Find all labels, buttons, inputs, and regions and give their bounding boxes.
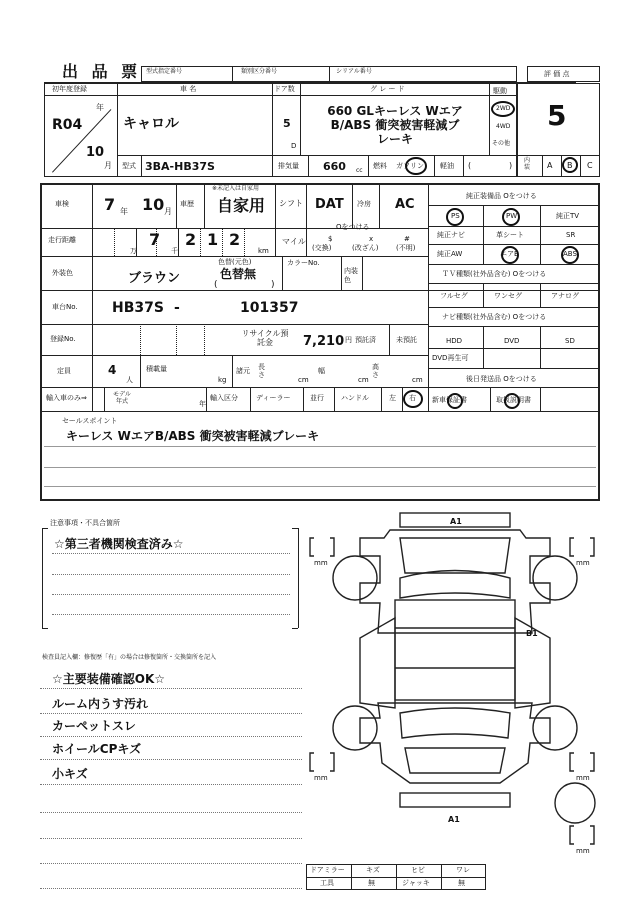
- shift-label: シフト: [279, 199, 303, 208]
- body-front-shape: [360, 530, 550, 633]
- drive-2wd-circle: [491, 101, 515, 117]
- color-paren-close: ): [271, 280, 275, 290]
- navi-dvd[interactable]: DVD: [504, 337, 520, 345]
- fuel-gasoline-circle: [405, 157, 427, 175]
- interior-grade-a: A: [547, 161, 553, 170]
- inspection-month-unit: 月: [164, 207, 172, 216]
- fuel-light-oil[interactable]: 軽油: [440, 162, 454, 170]
- drive-label: 駆動: [493, 87, 507, 95]
- recycle-not-deposited[interactable]: 未預託: [396, 336, 417, 344]
- length-label: 長さ: [258, 363, 265, 379]
- capacity-value: 4: [108, 363, 117, 377]
- load-unit: kg: [218, 376, 227, 384]
- ac-label: 冷房: [357, 200, 371, 208]
- tv-analog[interactable]: アナログ: [551, 292, 579, 300]
- tv-oneseg[interactable]: ワンセグ: [494, 292, 522, 300]
- year-unit: 年: [96, 103, 104, 112]
- interior-grade-c: C: [587, 161, 593, 170]
- equip-pw[interactable]: PW: [506, 212, 518, 220]
- doors-label: ドア数: [274, 85, 295, 93]
- fuel-paren-open: (: [468, 161, 472, 170]
- displacement-value: 660: [323, 160, 346, 173]
- inspection-label: 車検: [55, 200, 69, 208]
- car-name-label: 車 名: [180, 85, 197, 93]
- windshield-shape: [400, 571, 510, 599]
- inspection-year-unit: 年: [120, 207, 128, 216]
- equip-leather[interactable]: 革シート: [496, 231, 524, 239]
- dims-label: 諸元: [236, 367, 250, 375]
- mileage-unit-km: km: [258, 247, 269, 255]
- later-warranty-circle: [447, 393, 463, 409]
- model-value: 3BA-HB37S: [145, 160, 215, 173]
- mileage-digit-6: 2: [229, 230, 241, 249]
- front-left-tire: [333, 556, 377, 600]
- history-value: 自家用: [217, 196, 266, 215]
- tv-title: ＴＶ種類(社外品含む) Oをつける: [442, 270, 547, 278]
- model-year-label: モデル年式: [113, 391, 131, 405]
- first-registration-label: 初年度登録: [52, 85, 87, 93]
- capacity-label: 定員: [57, 367, 71, 375]
- model-label: 型式: [122, 162, 136, 170]
- meter-altered-mark: x: [369, 235, 374, 243]
- handle-right-circle: [403, 390, 423, 408]
- later-title: 後日発送品 Oをつける: [466, 375, 537, 383]
- handle-left[interactable]: 左: [389, 394, 396, 402]
- trunk-shape: [405, 748, 505, 773]
- mile-option[interactable]: マイル: [282, 237, 306, 246]
- chassis-number: 101357: [240, 300, 299, 316]
- import-parallel[interactable]: 並行: [310, 394, 324, 402]
- history-note: ※未記入は自家用: [212, 185, 260, 192]
- shift-value: DAT: [315, 197, 344, 212]
- recycle-value: 7,210: [303, 334, 345, 349]
- mileage-label: 走行距離: [48, 236, 76, 244]
- equip-airbag-circle: [501, 246, 519, 264]
- doors-value: 5: [283, 117, 291, 130]
- history-label: 車歴: [180, 200, 194, 208]
- width-label: 幅: [318, 367, 325, 375]
- later-manual-circle: [504, 393, 520, 409]
- footer-break: ワレ: [456, 866, 470, 874]
- footer-door-mirror: ドアミラー: [310, 866, 345, 874]
- hood-shape: [400, 538, 510, 573]
- form-title: 出 品 票: [62, 62, 142, 81]
- equip-ps[interactable]: PS: [451, 212, 460, 220]
- footer-scratch: キズ: [366, 866, 380, 874]
- caution-text: ☆第三者機関検査済み☆: [54, 537, 184, 551]
- meter-exchanged-mark: $: [328, 235, 333, 243]
- drive-other[interactable]: その他: [492, 140, 511, 147]
- evaluation-score: 5: [547, 99, 567, 132]
- equip-airbag[interactable]: エアB: [500, 250, 519, 258]
- mark-rear-bumper: A1: [448, 815, 460, 824]
- mileage-unit-man: 万: [130, 247, 137, 255]
- mark-right-side: B1: [526, 629, 538, 638]
- chassis-prefix: HB37S: [112, 300, 164, 316]
- footer-jack-value: 無: [458, 879, 465, 887]
- later-manual[interactable]: 取扱説明書: [496, 396, 531, 404]
- handle-label: ハンドル: [341, 394, 369, 402]
- roof-shape: [395, 600, 515, 700]
- grade-value: 660 GLキーレス Wエア B/ABS 衝突被害軽減ブ レーキ: [327, 104, 463, 146]
- interior-color-label: 内装色: [344, 267, 358, 284]
- serial-number-box: シリアル番号: [329, 66, 517, 82]
- tread-unit-rr: mm: [576, 774, 590, 782]
- meter-unknown-mark: #: [404, 235, 410, 243]
- meter-exchanged[interactable]: (交換): [312, 244, 332, 252]
- navi-sd[interactable]: SD: [565, 337, 575, 345]
- roof-lines: [395, 628, 515, 668]
- interior-grade-b-circle: [562, 157, 578, 173]
- spare-tire: [555, 783, 595, 823]
- category-number-box: 類別区分番号: [232, 66, 330, 82]
- note-line-5: 小キズ: [52, 767, 88, 781]
- import-dealer[interactable]: ディーラー: [256, 394, 291, 402]
- exterior-color-label: 外装色: [52, 269, 73, 277]
- footer-tools-value: 無: [368, 879, 375, 887]
- import-category-label: 輸入区分: [210, 394, 238, 402]
- fuel-gasoline[interactable]: ガソリン: [396, 162, 424, 170]
- color-change-label: 色替(元色): [218, 258, 252, 266]
- width-unit: cm: [358, 376, 369, 384]
- tread-bracket-rl: [310, 753, 334, 771]
- inspection-month: 10: [142, 195, 165, 214]
- navi-hdd[interactable]: HDD: [446, 337, 463, 345]
- model-year-unit: 年: [199, 400, 206, 408]
- equip-navi[interactable]: 純正ナビ: [437, 231, 465, 239]
- caution-label: 注意事項・不具合箇所: [50, 519, 120, 527]
- month-value: 10: [86, 145, 105, 160]
- sales-point-label: セールスポイント: [62, 417, 118, 425]
- note-line-3: カーペットスレ: [52, 719, 136, 733]
- rear-window-shape: [400, 708, 510, 738]
- tread-unit-spare: mm: [576, 847, 590, 855]
- equip-tv[interactable]: 純正TV: [556, 212, 580, 220]
- load-label: 積載量: [146, 365, 167, 373]
- chassis-label: 車台No.: [52, 303, 78, 311]
- year-value: R04: [52, 117, 83, 133]
- meter-unknown[interactable]: (不明): [396, 244, 416, 252]
- meter-altered[interactable]: (改ざん): [352, 244, 379, 252]
- tread-bracket-spare: [570, 826, 594, 844]
- import-label: 輸入車のみ⇒: [46, 394, 87, 402]
- later-warranty[interactable]: 新車保証書: [432, 396, 467, 404]
- footer-jack: ジャッキ: [402, 879, 430, 887]
- equip-pw-circle: [502, 208, 520, 226]
- body-rear-shape: [360, 703, 550, 783]
- navi-title: ナビ種類(社外品含む) Oをつける: [442, 313, 547, 321]
- genuine-title: 純正装備品 Oをつける: [466, 192, 537, 200]
- mileage-unit-sen: 千: [171, 247, 178, 255]
- car-name-value: キャロル: [123, 116, 179, 132]
- inspection-year: 7: [104, 195, 116, 214]
- recycle-label: リサイクル預託金: [241, 329, 289, 347]
- sales-point-text: キーレス WエアB/ABS 衝突被害軽減ブレーキ: [66, 429, 320, 443]
- length-unit: cm: [298, 376, 309, 384]
- rear-bumper-shape: [400, 793, 510, 807]
- note-line-4: ホイールCPキズ: [52, 742, 142, 756]
- mark-front-bumper: A1: [450, 517, 462, 526]
- ac-value: AC: [395, 197, 415, 212]
- drive-4wd[interactable]: 4WD: [496, 123, 511, 130]
- tread-unit-fl: mm: [314, 559, 328, 567]
- handle-right[interactable]: 右: [409, 394, 416, 402]
- type-designation-box: 型式指定番号: [141, 66, 233, 82]
- front-right-tire: [533, 556, 577, 600]
- note-line-1: ☆主要装備確認OK☆: [52, 672, 166, 686]
- dvd-playback[interactable]: DVD再生可: [432, 354, 469, 362]
- tread-bracket-fr: [570, 538, 594, 556]
- drive-2wd[interactable]: 2WD: [496, 105, 511, 112]
- equip-aw[interactable]: 純正AW: [437, 250, 463, 258]
- fuel-label: 燃料: [373, 162, 387, 170]
- equip-sr[interactable]: SR: [566, 231, 576, 239]
- tread-bracket-fl: [310, 538, 334, 556]
- exterior-color-value: ブラウン: [128, 271, 181, 286]
- attach-note: Oをつける: [336, 223, 370, 231]
- recycle-deposited[interactable]: 預託済: [355, 336, 376, 344]
- equip-ps-circle: [446, 208, 464, 226]
- tread-bracket-rr: [570, 753, 594, 771]
- tv-fullseg[interactable]: フルセグ: [440, 292, 468, 300]
- fuel-paren-close: ): [509, 161, 513, 170]
- equip-abs-circle: [561, 246, 579, 264]
- mileage-digit-3: 7: [149, 230, 161, 249]
- note-line-2: ルーム内うす汚れ: [52, 697, 149, 711]
- footer-tools: 工具: [320, 879, 334, 887]
- footer-crack: ヒビ: [411, 866, 425, 874]
- displacement-unit: cc: [356, 167, 363, 174]
- inspector-label: 検査員記入欄：修復歴「有」の場合は修復箇所・交換箇所を記入: [42, 654, 217, 661]
- displacement-label: 排気量: [278, 162, 299, 170]
- color-change-value: 色替無: [220, 267, 257, 281]
- score-label-box: 評 価 点: [527, 66, 600, 82]
- month-unit: 月: [104, 161, 112, 170]
- mileage-digit-5: 1: [207, 230, 219, 249]
- color-paren-open: (: [214, 280, 218, 290]
- doors-unit: D: [291, 142, 297, 150]
- recycle-unit: 円: [345, 336, 352, 344]
- height-unit: cm: [412, 376, 423, 384]
- chassis-dash: -: [174, 300, 180, 316]
- tread-unit-fr: mm: [576, 559, 590, 567]
- tread-unit-rl: mm: [314, 774, 328, 782]
- mileage-digit-4: 2: [185, 230, 197, 249]
- interior-grade-b: B: [567, 161, 573, 170]
- color-no-label: カラーNo.: [287, 259, 320, 267]
- capacity-unit: 人: [126, 376, 133, 384]
- interior-label: 内装: [524, 157, 531, 171]
- registration-label: 登録No.: [50, 335, 76, 343]
- height-label: 高さ: [372, 363, 379, 379]
- equip-abs[interactable]: ABS: [563, 250, 577, 258]
- grade-label: グ レ ー ド: [370, 85, 405, 93]
